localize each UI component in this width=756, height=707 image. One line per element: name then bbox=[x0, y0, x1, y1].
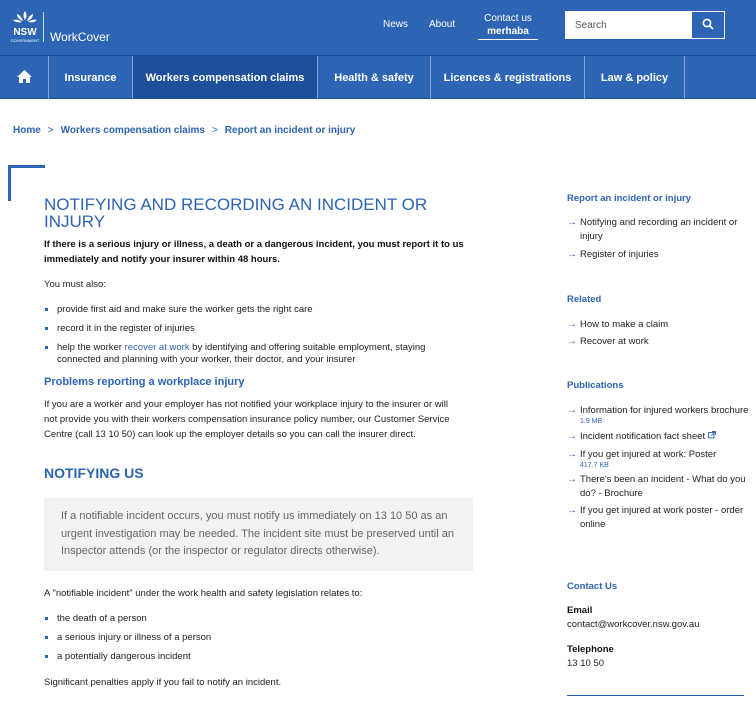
paragraph-line: not provide you with their workers compensation insurance policy number, our Customer Service bbox=[44, 414, 450, 425]
publication-link[interactable] bbox=[567, 504, 749, 532]
sidebar-link-label: Notifying and recording an incident or injury bbox=[580, 217, 738, 242]
list-item-text: help the worker bbox=[57, 342, 125, 353]
publication-label: If you get injured at work: Poster bbox=[580, 449, 717, 460]
svg-text:NSW: NSW bbox=[13, 27, 37, 38]
recover-at-work-link[interactable]: recover at work bbox=[124, 342, 190, 353]
sidebar-section-title[interactable]: Report an incident or injury bbox=[567, 193, 692, 204]
home-icon bbox=[16, 69, 33, 87]
arrow-right-icon: → bbox=[567, 474, 577, 485]
external-link-icon bbox=[708, 431, 716, 442]
publication-link[interactable] bbox=[567, 404, 749, 418]
nav-licences-registrations[interactable]: Licences & registrations bbox=[431, 56, 585, 99]
svg-text:GOVERNMENT: GOVERNMENT bbox=[10, 38, 40, 43]
main-navigation bbox=[0, 55, 756, 99]
arrow-right-icon: → bbox=[567, 505, 577, 516]
telephone-label: Telephone bbox=[567, 644, 614, 655]
brand-name[interactable]: WorkCover bbox=[50, 30, 110, 44]
arrow-right-icon: → bbox=[567, 336, 577, 347]
notifying-us-heading: NOTIFYING US bbox=[44, 465, 144, 481]
logo-divider bbox=[43, 12, 44, 42]
lead-line: If there is a serious injury or illness, a death or a dangerous incident, you must report it to us bbox=[44, 239, 464, 250]
list-item: a potentially dangerous incident bbox=[44, 651, 476, 663]
lead-line: immediately and notify your insurer within 48 hours. bbox=[44, 254, 280, 265]
nav-workers-compensation-claims[interactable]: Workers compensation claims bbox=[133, 56, 318, 99]
callout-line: If a notifiable incident occurs, you must notify us immediately on 13 10 50 as an bbox=[61, 510, 448, 522]
email-label: Email bbox=[567, 605, 593, 616]
breadcrumb bbox=[13, 125, 355, 136]
list-item: record it in the register of injuries bbox=[44, 323, 476, 335]
sidebar-divider bbox=[567, 695, 744, 696]
lead-paragraph bbox=[44, 237, 476, 267]
nav-insurance[interactable]: Insurance bbox=[49, 56, 133, 99]
nav-law-policy[interactable]: Law & policy bbox=[585, 56, 685, 99]
list-item-text: by identifying and offering suitable employment, staying bbox=[189, 342, 426, 353]
site-header bbox=[0, 0, 756, 55]
related-link-label: How to make a claim bbox=[580, 319, 669, 330]
publication-label: Information for injured workers brochure bbox=[580, 405, 749, 416]
list-item: the death of a person bbox=[44, 613, 476, 625]
language-selector[interactable]: merhaba bbox=[478, 25, 538, 40]
arrow-right-icon: → bbox=[567, 431, 577, 442]
paragraph-line: Centre (call 13 10 50) can look up the employer details so you can call the insurer direct. bbox=[44, 429, 416, 440]
paragraph-line: If you are a worker and your employer has not notified your workplace injury to the insurer or will bbox=[44, 399, 448, 410]
problems-heading: Problems reporting a workplace injury bbox=[44, 376, 245, 388]
related-link-recover-at-work[interactable] bbox=[567, 335, 749, 349]
publication-label: Incident notification fact sheet bbox=[580, 431, 706, 442]
nav-health-safety[interactable]: Health & safety bbox=[318, 56, 431, 99]
arrow-right-icon: → bbox=[567, 217, 577, 228]
search-input[interactable] bbox=[565, 11, 691, 39]
notifiable-list bbox=[44, 613, 476, 663]
arrow-right-icon: → bbox=[567, 249, 577, 260]
related-heading: Related bbox=[567, 294, 602, 305]
sidebar-related bbox=[567, 294, 749, 349]
email-link[interactable]: contact@workcover.nsw.gov.au bbox=[567, 619, 700, 630]
decorative-bracket bbox=[8, 165, 11, 201]
sidebar-section-nav bbox=[567, 193, 749, 262]
publication-link[interactable] bbox=[567, 448, 749, 462]
contact-us-link[interactable] bbox=[478, 12, 538, 40]
related-link-label: Recover at work bbox=[580, 336, 649, 347]
notifiable-intro: A "notifiable incident" under the work health and safety legislation relates to: bbox=[44, 587, 363, 599]
sidebar-link-register[interactable] bbox=[567, 248, 749, 262]
sidebar-link-label: Register of injuries bbox=[580, 249, 659, 260]
arrow-right-icon: → bbox=[567, 449, 577, 460]
page-title bbox=[44, 196, 476, 230]
breadcrumb-separator: > bbox=[211, 125, 218, 136]
list-item: a serious injury or illness of a person bbox=[44, 632, 476, 644]
also-list bbox=[44, 304, 476, 366]
breadcrumb-home[interactable]: Home bbox=[13, 125, 41, 136]
publication-label: There's been an incident - What do you do? - Brochure bbox=[580, 474, 746, 499]
notice-callout bbox=[44, 498, 473, 571]
news-link[interactable]: News bbox=[383, 19, 409, 30]
breadcrumb-workers-compensation-claims[interactable]: Workers compensation claims bbox=[60, 125, 205, 136]
search-icon bbox=[702, 18, 714, 33]
arrow-right-icon: → bbox=[567, 319, 577, 330]
page-title-line: INJURY bbox=[44, 212, 106, 231]
callout-line: Inspector attends (or the inspector or regulator directs otherwise). bbox=[61, 545, 380, 557]
about-link[interactable]: About bbox=[429, 19, 456, 30]
decorative-bracket bbox=[8, 165, 45, 168]
list-item: provide first aid and make sure the worker gets the right care bbox=[44, 304, 476, 316]
problems-paragraph bbox=[44, 397, 476, 442]
breadcrumb-separator: > bbox=[47, 125, 54, 136]
publication-label: If you get injured at work poster - order online bbox=[580, 505, 744, 530]
breadcrumb-report-incident[interactable]: Report an incident or injury bbox=[224, 125, 356, 136]
main-content bbox=[44, 196, 476, 690]
home-nav-button[interactable] bbox=[0, 56, 49, 99]
list-item bbox=[44, 342, 476, 366]
search-button[interactable] bbox=[691, 11, 725, 39]
list-item-text: connected and planning with your worker, their doctor, and your insurer bbox=[57, 354, 356, 365]
publication-link[interactable] bbox=[567, 430, 749, 444]
page-title-line: NOTIFYING AND RECORDING AN INCIDENT OR bbox=[44, 195, 428, 214]
sidebar-publications bbox=[567, 380, 749, 532]
callout-line: urgent investigation may be needed. The incident site must be preserved until an bbox=[61, 527, 454, 540]
related-link-make-claim[interactable] bbox=[567, 318, 749, 332]
sidebar-contact bbox=[567, 581, 749, 669]
publication-link[interactable] bbox=[567, 473, 749, 501]
publications-heading: Publications bbox=[567, 380, 624, 391]
penalties-text: Significant penalties apply if you fail to notify an incident. bbox=[44, 676, 282, 688]
sidebar-link-notifying[interactable] bbox=[567, 216, 749, 244]
file-size: 417.7 KB bbox=[580, 462, 609, 469]
arrow-right-icon: → bbox=[567, 405, 577, 416]
contact-us-label: Contact us bbox=[484, 13, 532, 24]
telephone-number: 13 10 50 bbox=[567, 658, 604, 669]
contact-heading: Contact Us bbox=[567, 581, 618, 592]
file-size: 1.9 MB bbox=[580, 418, 603, 425]
also-intro: You must also: bbox=[44, 279, 106, 290]
nsw-government-logo[interactable] bbox=[8, 9, 42, 45]
